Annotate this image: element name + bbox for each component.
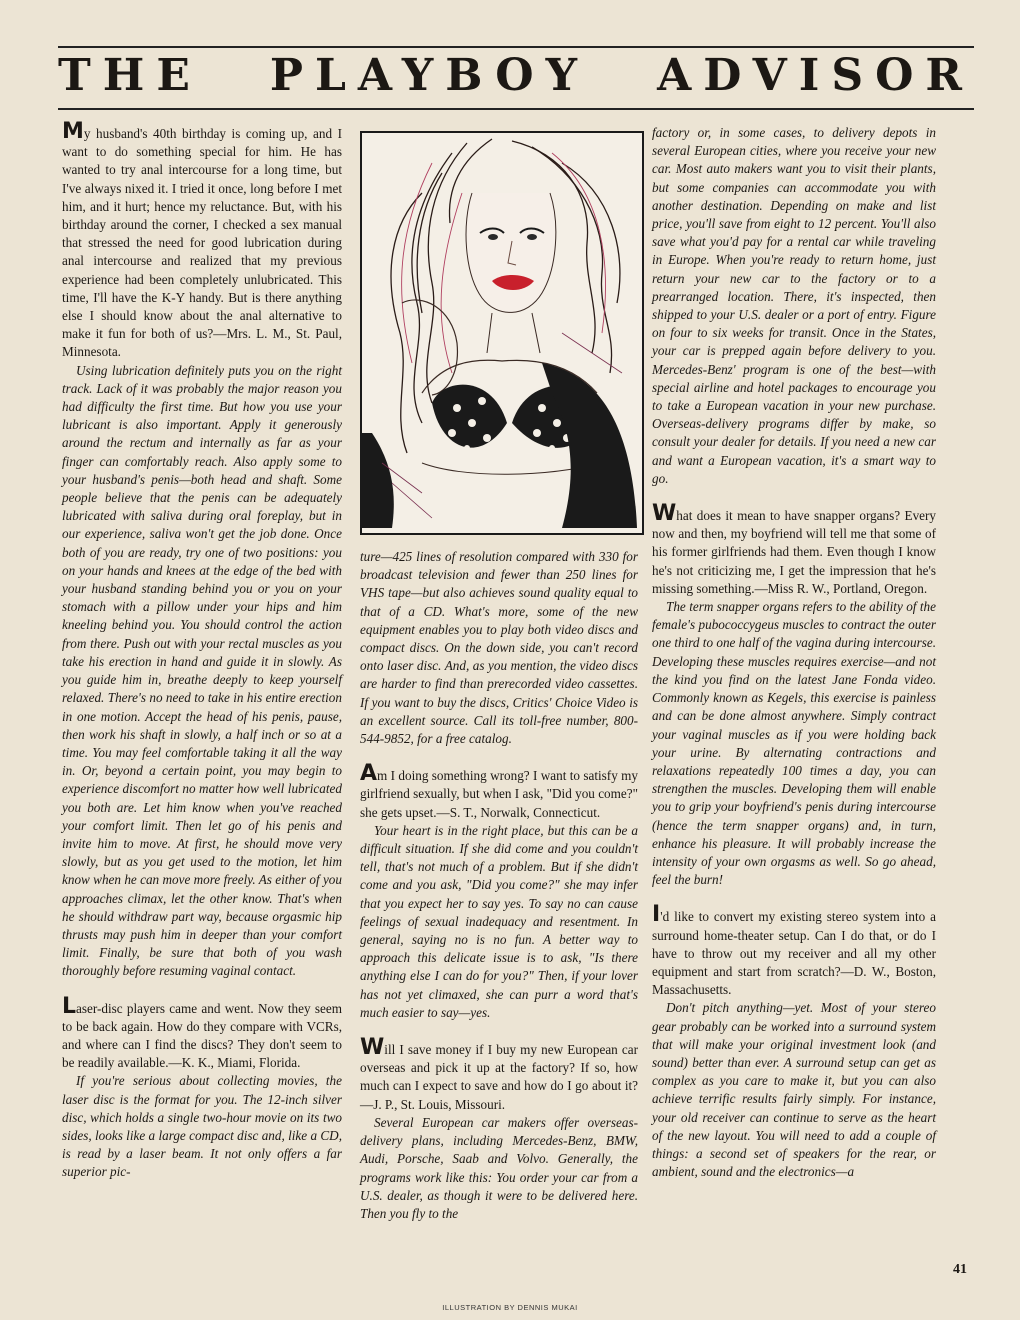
- question-text: m I doing something wrong? I want to satisfy my girlfriend sexually, but when I ask, "Did you come?" she gets upset.—S. T., Norwalk, Connecticut.: [360, 768, 638, 820]
- answer-paragraph: Using lubrication definitely puts you on the right track. Lack of it was probably the major reason you had difficulty the first time. But how you use your lubricant is also important. Apply it generously around the rectum and internally as far as your finger can comfortably reach. Also apply some to your husband's penis—both head and shaft. Some people believe that the penis can be adequately lubricated with saliva during oral foreplay, but in our experience, saliva won't get the job done. Once both of you are ready, try one of two positions: you on your hands and knees at the edge of the bed with your husband standing behind you or you on your stomach with a pillow under your hips and him kneeling behind you. You should control the action from there. Push out with your rectal muscles as you take his erection in hand and guide it in slowly. As you guide him in, breathe deeply to keep yourself relaxed. There's no need to take in his entire erection in one motion. Accept the head of his penis, pause, then work his shaft in slowly, a half inch or so at a time. You may feel comfortable taking it all the way in. Or, beyond a certain point, you may begin to experience discomfort no matter how well lubricated you both are. Let him know when you've reached your comfort limit. Then let go of his penis and invite him to move. At first, he should move very slowly, but as you get used to the motion, let him know when he can move more freely. As either of you approaches climax, let the other know. That's when he should withdraw part way, because orgasmic hip thrusts may push him in deeper than your comfort limit. Finally, be sure that both of you wash thoroughly before resuming vaginal contact.: [62, 362, 342, 979]
- drop-cap: I: [652, 902, 661, 928]
- answer-paragraph: ture—425 lines of resolution compared with 330 for broadcast television and fewer than 250 lines for VHS tape—but also achieves sound quality equal to that of a CD. What's more, some of the new equipment enables you to play both video discs and compact discs. On the down side, you can't record onto laser disc. And, as you mention, the video discs are harder to find than prerecorded video cassettes. If you want to buy the discs, Critics' Choice Video is an excellent source. Call its toll-free number, 800-544-9852, for a free catalog.: [360, 549, 638, 747]
- question-paragraph: [360, 1035, 638, 1114]
- page-number: 41: [953, 1262, 967, 1277]
- answer-paragraph: The term snapper organs refers to the ability of the female's pubococcygeus muscles to contract the outer one third to one half of the vagina during intercourse. Developing these muscles requires exercise—and not the kind you find on the latest Jane Fonda video. Commonly known as Kegels, this exercise is painless and can be done almost anywhere. Simply contract your vaginal muscles as if you were holding back your urine. By alternating contractions and relaxations repeatedly 100 times a day, you can strengthen the muscles. Developing them will enable you to grip your boyfriend's penis during intercourse (hence the term snapper organs) and, in turn, enhance his pleasure. It will probably increase the intensity of your own orgasms as well. So go ahead, feel the burn!: [652, 599, 936, 888]
- drop-cap: A: [360, 761, 378, 787]
- question-paragraph: [62, 993, 342, 1073]
- answer-paragraph: factory or, in some cases, to delivery depots in several European cities, where you receive your new car. Most auto makers want you to visit their plants, but some companies can accommodate you with another destination. Depending on make and list price, you'll save from eight to 12 percent. You'll also save what you'd pay for a rental car while traveling in Europe. When you're ready to return home, just return your new car to the factory or to a prearranged location. There, it's inspected, then shipped to your U.S. dealer or a port of entry. Figure on four to six weeks for transit. Once in the States, your car is prepped again before delivery to you. Mercedes-Benz' program is one of the best—with special airline and hotel packages to encourage you to take a European vacation in your new purchase. Overseas-delivery programs differ by make, so consult your dealer for details. If you need a new car and want a European vacation, it's a smart way to go.: [652, 125, 936, 486]
- answer-paragraph: If you're serious about collecting movies, the laser disc is the format for you. The 12-inch silver disc, which holds a single two-hour movie on its two sides, looks like a large compact disc and, like a CD, is read by a laser beam. It not only offers a far superior pic-: [62, 1073, 342, 1180]
- answer-paragraph: Your heart is in the right place, but this can be a difficult situation. If she did come and you couldn't tell, that's not much of a problem. But if she didn't come and you ask, "Did you come?" she may infer that you expect her to say yes. To say no can cause feelings of sexual inadequacy and resentment. In general, saying no is no fun. A better way to approach this delicate issue is to ask, "Is there anything else I can do for you?" Then, if your lover has not yet climaxed, she can purr a word that's much easier to say—yes.: [360, 822, 638, 1020]
- illustration-credit: ILLUSTRATION BY DENNIS MUKAI: [442, 1303, 578, 1312]
- column-middle: [360, 548, 638, 1238]
- question-text: 'd like to convert my existing stereo system into a surround home-theater setup. Can I do that, or do I have to throw out my receiver and all my other equipment and start from scratch?—D. W., Boston, Massachusetts.: [652, 909, 936, 998]
- question-text: aser-disc players came and went. Now they seem to be back again. How do they compare with VCRs, and where can I find the discs? They don't seem to be readily available.—K. K., Miami, Florida.: [62, 1000, 342, 1071]
- title-rule-bottom: [58, 108, 974, 110]
- drop-cap: L: [62, 993, 77, 1019]
- question-paragraph: [652, 902, 936, 999]
- question-paragraph: [62, 119, 342, 362]
- question-text: ill I save money if I buy my new European car overseas and pick it up at the factory? If so, how much can I expect to save and how do I go about it?—J. P., St. Louis, Missouri.: [360, 1042, 638, 1112]
- drop-cap: M: [62, 119, 84, 144]
- column-right: [652, 124, 936, 1284]
- question-text: y husband's 40th birthday is coming up, and I want to do something special for him. He has wanted to try anal intercourse for a long time, but I've always nixed it. I tried it once, long before I met him, and it hurt; hence my reluctance. But, with his birthday around the corner, I checked a sex manual that stressed the need for good lubrication during anal intercourse and realized that my previous experience had been completely unlubricated. This time, I'll have the K-Y handy. But is there anything else I should know about the anal alternative to make it fun for both of us?—Mrs. L. M., St. Paul, Minnesota.: [62, 126, 342, 360]
- drop-cap: W: [652, 501, 677, 527]
- answer-paragraph: Don't pitch anything—yet. Most of your stereo gear probably can be worked into a surround system that will make your original investment look (and sound) better than ever. A surround setup can get as complex as you care to make it, but you can also achieve terrific results fairly simply. For instance, your old receiver can continue to serve as the heart of the new layout. You will need to add a couple of things: a second set of speakers for the rear, or ambient, sound and the electronics—a: [652, 1000, 936, 1180]
- question-text: hat does it mean to have snapper organs? Every now and then, my boyfriend will tell me that some of his former girlfriends had them. Even though I know he's not criticizing me, I get the impression that he's missing something.—Miss R. W., Portland, Oregon.: [652, 508, 936, 596]
- woman-illustration-icon: [362, 133, 642, 533]
- column-left: [62, 119, 342, 1224]
- answer-paragraph: Several European car makers offer overseas-delivery plans, including Mercedes-Benz, BMW, Audi, Porsche, Saab and Volvo. Generally, the programs work like this: You order your car from a U.S. dealer, as though it were to be delivered here. Then you fly to the: [360, 1114, 638, 1221]
- question-paragraph: [652, 501, 936, 598]
- question-paragraph: [360, 761, 638, 822]
- illustration: [360, 131, 644, 535]
- page-title: THE PLAYBOY ADVISOR: [58, 50, 974, 101]
- drop-cap: W: [360, 1035, 385, 1061]
